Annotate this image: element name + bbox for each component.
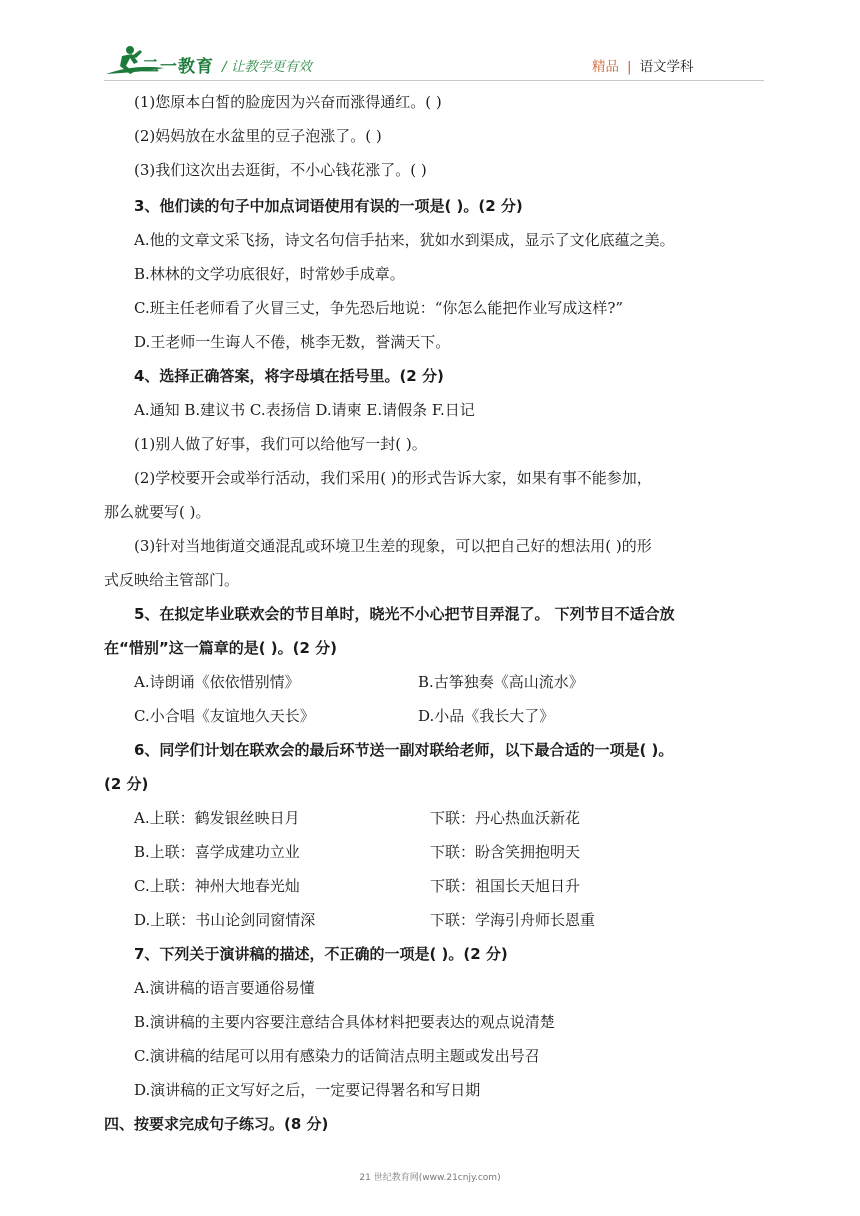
q4-item-2-cont: 那么就要写( )。: [104, 503, 211, 521]
q3-option-c: C.班主任老师看了火冒三丈，争先恐后地说：“你怎么能把作业写成这样?”: [134, 299, 624, 317]
q6-b-lower: 下联：盼含笑拥抱明天: [430, 843, 581, 861]
q6-c-upper: C.上联：神州大地春光灿: [134, 877, 300, 895]
q6-b-upper: B.上联：喜学成建功立业: [134, 843, 300, 861]
item-3-3: (3)我们这次出去逛街，不小心钱花涨了。( ): [134, 161, 427, 179]
q5-option-b: B.古筝独奏《高山流水》: [418, 673, 584, 691]
q5-option-d: D.小品《我长大了》: [418, 707, 555, 725]
q7-option-b: B.演讲稿的主要内容要注意结合具体材料把要表达的观点说清楚: [134, 1013, 555, 1031]
q4-options: A.通知 B.建议书 C.表扬信 D.请柬 E.请假条 F.日记: [134, 401, 475, 419]
question-5: 5、在拟定毕业联欢会的节目单时，晓光不小心把节目弄混了。 下列节目不适合放: [134, 605, 675, 623]
question-6: 6、同学们计划在联欢会的最后环节送一副对联给老师，以下最合适的一项是( )。: [134, 741, 674, 759]
question-4: 4、选择正确答案，将字母填在括号里。(2 分): [134, 367, 444, 385]
q7-option-c: C.演讲稿的结尾可以用有感染力的话简洁点明主题或发出号召: [134, 1047, 540, 1065]
q6-d-upper: D.上联：书山论剑同窗情深: [134, 911, 316, 929]
q3-option-d: D.王老师一生诲人不倦，桃李无数，誉满天下。: [134, 333, 451, 351]
q6-a-lower: 下联：丹心热血沃新花: [430, 809, 581, 827]
logo-text: 二一教育: [142, 57, 214, 77]
header-slogan: / 让教学更有效: [222, 59, 312, 75]
q6-d-lower: 下联：学海引舟师长恩重: [430, 911, 596, 929]
section-4-heading: 四、按要求完成句子练习。(8 分): [104, 1115, 329, 1133]
q7-option-a: A.演讲稿的语言要通俗易懂: [134, 979, 315, 997]
q7-option-d: D.演讲稿的正文写好之后，一定要记得署名和写日期: [134, 1081, 481, 1099]
page-footer: 21 世纪教育网(www.21cnjy.com): [359, 1173, 501, 1183]
q3-option-b: B.林林的文学功底很好，时常妙手成章。: [134, 265, 405, 283]
q4-item-3: (3)针对当地街道交通混乱或环境卫生差的现象，可以把自己好的想法用( )的形: [134, 537, 652, 555]
q4-item-1: (1)别人做了好事，我们可以给他写一封( )。: [134, 435, 427, 453]
q5-option-c: C.小合唱《友谊地久天长》: [134, 707, 315, 725]
item-3-1: (1)您原本白皙的脸庞因为兴奋而涨得通红。( ): [134, 93, 442, 111]
item-3-2: (2)妈妈放在水盆里的豆子泡涨了。( ): [134, 127, 382, 145]
q4-item-2: (2)学校要开会或举行活动，我们采用( )的形式告诉大家，如果有事不能参加，: [134, 469, 652, 487]
question-7: 7、下列关于演讲稿的描述，不正确的一项是( )。(2 分): [134, 945, 508, 963]
page-header: [0, 0, 860, 90]
question-6-cont: (2 分): [104, 775, 149, 793]
q6-a-upper: A.上联：鹤发银丝映日月: [134, 809, 300, 827]
header-brand: [592, 55, 694, 75]
q5-option-a: A.诗朗诵《依依惜别情》: [134, 673, 300, 691]
quality-label: 精品: [592, 59, 619, 75]
q6-c-lower: 下联：祖国长天旭日升: [430, 877, 581, 895]
q4-item-3-cont: 式反映给主管部门。: [104, 571, 240, 589]
subject-label: 语文学科: [639, 59, 694, 75]
question-3: 3、他们读的句子中加点词语使用有误的一项是( )。(2 分): [134, 197, 523, 215]
question-5-cont: 在“惜别”这一篇章的是( )。(2 分): [104, 639, 338, 657]
header-separator: |: [627, 59, 632, 75]
q3-option-a: A.他的文章文采飞扬，诗文名句信手拈来，犹如水到渠成，显示了文化底蕴之美。: [134, 231, 675, 249]
header-divider: [104, 80, 764, 81]
